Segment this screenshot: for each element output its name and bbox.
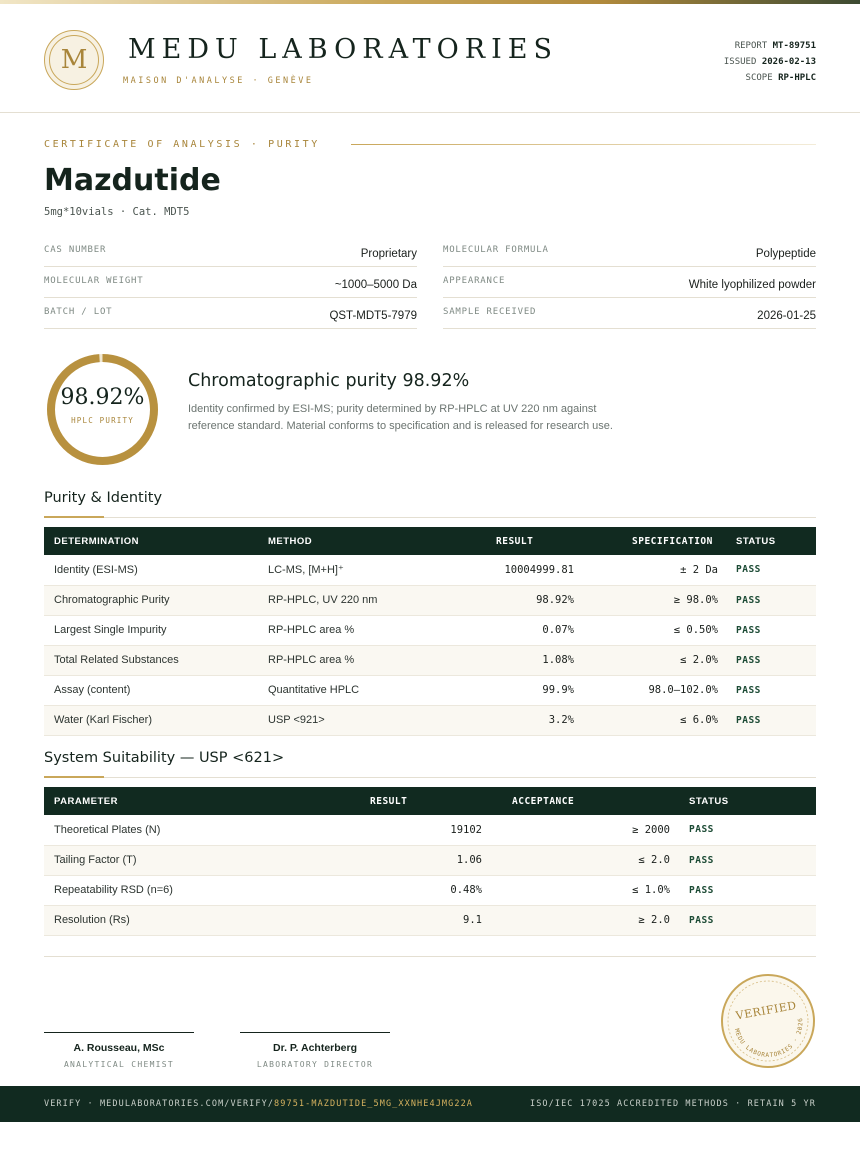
signature-director [240,1032,390,1069]
signature-analyst [44,1032,194,1069]
table-row [44,675,816,705]
method-cell: RP-HPLC area % [268,654,355,666]
status-badge: PASS [736,594,761,606]
table-header-row [44,527,816,555]
result-cell: 0.48% [450,884,482,896]
status-badge: PASS [736,654,761,666]
determination-cell: Identity (ESI-MS) [54,563,138,576]
property-value: 2026-01-25 [757,310,816,322]
parameter-cell: Resolution (Rs) [54,914,130,926]
property-cas [44,236,417,267]
method-cell: Quantitative HPLC [268,684,360,696]
signature-divider [44,956,816,957]
col-specification: SPECIFICATION [632,535,713,547]
section-accent [44,776,104,778]
parameter-cell: Theoretical Plates (N) [54,823,161,836]
table-row [44,815,816,845]
logo-letter: M [49,35,99,85]
property-label: APPEARANCE [443,276,506,286]
result-cell: 1.08% [542,654,574,666]
specification-cell: ≤ 0.50% [673,624,718,636]
logo-seal [44,30,104,90]
specification-cell: ≤ 6.0% [680,714,718,726]
page-footer [0,1086,860,1122]
kicker-divider [351,144,816,145]
brand-subtitle: MAISON D'ANALYSE · GENÈVE [123,76,314,86]
table-row [44,645,816,675]
property-batch [44,298,417,329]
parameter-cell: Repeatability RSD (n=6) [54,884,173,896]
status-badge: PASS [736,564,761,576]
table-row [44,875,816,905]
status-badge: PASS [689,914,714,926]
property-value: White lyophilized powder [688,279,816,291]
page-header [0,4,860,113]
table-row [44,585,816,615]
gauge-label: HPLC PURITY [71,416,134,425]
property-label: MOLECULAR WEIGHT [44,276,144,286]
purity-description: Identity confirmed by ESI-MS; purity determined by RP-HPLC at UV 220 nm against reference standard. Material conforms to specification and is released for research use. [188,403,613,432]
acceptance-cell: ≤ 2.0 [638,854,670,866]
property-label: SAMPLE RECEIVED [443,307,537,317]
method-cell: RP-HPLC, UV 220 nm [268,594,378,606]
determination-cell: Chromatographic Purity [54,594,170,606]
verified-stamp [720,973,816,1069]
suitability-section-title: System Suitability — USP <621> [44,750,285,766]
status-badge: PASS [689,854,714,866]
determination-cell: Assay (content) [54,684,131,696]
property-value: ~1000–5000 Da [334,279,417,291]
determination-cell: Water (Karl Fischer) [54,714,152,726]
method-cell: USP <921> [268,714,325,726]
table-row [44,905,816,935]
result-cell: 99.9% [542,684,574,696]
product-title: Mazdutide [44,163,221,198]
col-method: METHOD [268,535,313,547]
scope-label: SCOPE [745,73,773,83]
status-badge: PASS [736,624,761,636]
col-parameter: PARAMETER [54,795,118,807]
suitability-table [44,787,816,936]
property-value: Polypeptide [755,248,816,260]
accreditation-note: ISO/IEC 17025 ACCREDITED METHODS · RETAIN 5 YR [529,1099,816,1109]
acceptance-cell: ≤ 1.0% [632,884,670,896]
signature-name: A. Rousseau, MSc [73,1042,165,1054]
scope-value: RP-HPLC [778,73,816,83]
status-badge: PASS [689,824,714,836]
result-cell: 9.1 [463,914,482,926]
col-status: STATUS [689,795,729,807]
product-subtitle: 5mg*10vials · Cat. MDT5 [44,206,190,218]
purity-table [44,527,816,736]
property-received [443,298,816,329]
signature-role: LABORATORY DIRECTOR [256,1060,374,1069]
issued-label: ISSUED [723,57,757,67]
specification-cell: ≤ 2.0% [680,654,718,666]
determination-cell: Total Related Substances [54,654,179,666]
method-cell: LC-MS, [M+H]⁺ [268,564,344,577]
table-row [44,705,816,735]
method-cell: RP-HPLC area % [268,624,355,636]
result-cell: 19102 [450,823,482,836]
acceptance-cell: ≥ 2000 [632,823,670,836]
determination-cell: Largest Single Impurity [54,624,167,636]
verify-line [44,1099,473,1109]
result-cell: 1.06 [456,854,482,866]
col-determination: DETERMINATION [54,535,139,547]
property-formula [443,236,816,267]
section-rule [44,777,816,778]
table-row [44,845,816,875]
col-result: RESULT [370,795,408,807]
brand-name: MEDU LABORATORIES [128,34,558,65]
property-label: CAS NUMBER [44,245,107,255]
verify-link[interactable]: 89751-MAZDUTIDE_5MG_XXNHE4JMG22A [274,1099,474,1109]
table-row [44,555,816,585]
status-badge: PASS [736,684,761,696]
specification-cell: ± 2 Da [680,563,718,576]
signature-role: ANALYTICAL CHEMIST [63,1060,175,1069]
signature-name: Dr. P. Achterberg [272,1042,358,1054]
table-header-row [44,787,816,815]
result-cell: 98.92% [536,594,574,606]
certificate-kicker: CERTIFICATE OF ANALYSIS · PURITY [44,139,320,150]
property-label: BATCH / LOT [44,307,113,317]
property-value: QST-MDT5-7979 [329,310,417,322]
section-rule [44,517,816,518]
acceptance-cell: ≥ 2.0 [638,914,670,926]
specification-cell: 98.0–102.0% [648,684,718,696]
section-accent [44,516,104,518]
property-appearance [443,267,816,298]
report-label: REPORT [734,41,768,51]
status-badge: PASS [689,884,714,896]
result-cell: 3.2% [548,714,574,726]
report-number: MT-89751 [772,41,816,51]
issued-date: 2026-02-13 [761,57,816,67]
gauge-value: 98.92% [60,385,145,410]
col-result: RESULT [496,535,534,547]
parameter-cell: Tailing Factor (T) [54,854,137,866]
purity-heading: Chromatographic purity 98.92% [188,371,470,391]
purity-section-title: Purity & Identity [44,490,163,506]
stamp-ring-text: MEDU LABORATORIES · 2026 [732,1017,805,1059]
report-meta [724,38,816,86]
status-badge: PASS [736,714,761,726]
result-cell: 0.07% [542,624,574,636]
col-status: STATUS [736,535,776,547]
property-value: Proprietary [360,248,417,260]
property-label: MOLECULAR FORMULA [443,245,549,255]
result-cell: 10004999.81 [504,563,574,576]
property-weight [44,267,417,298]
table-row [44,615,816,645]
verify-prefix: VERIFY · MEDULABORATORIES.COM/VERIFY/ [44,1099,275,1109]
col-acceptance: ACCEPTANCE [512,795,575,807]
specification-cell: ≥ 98.0% [673,594,718,606]
stamp-title: VERIFIED [734,998,798,1023]
